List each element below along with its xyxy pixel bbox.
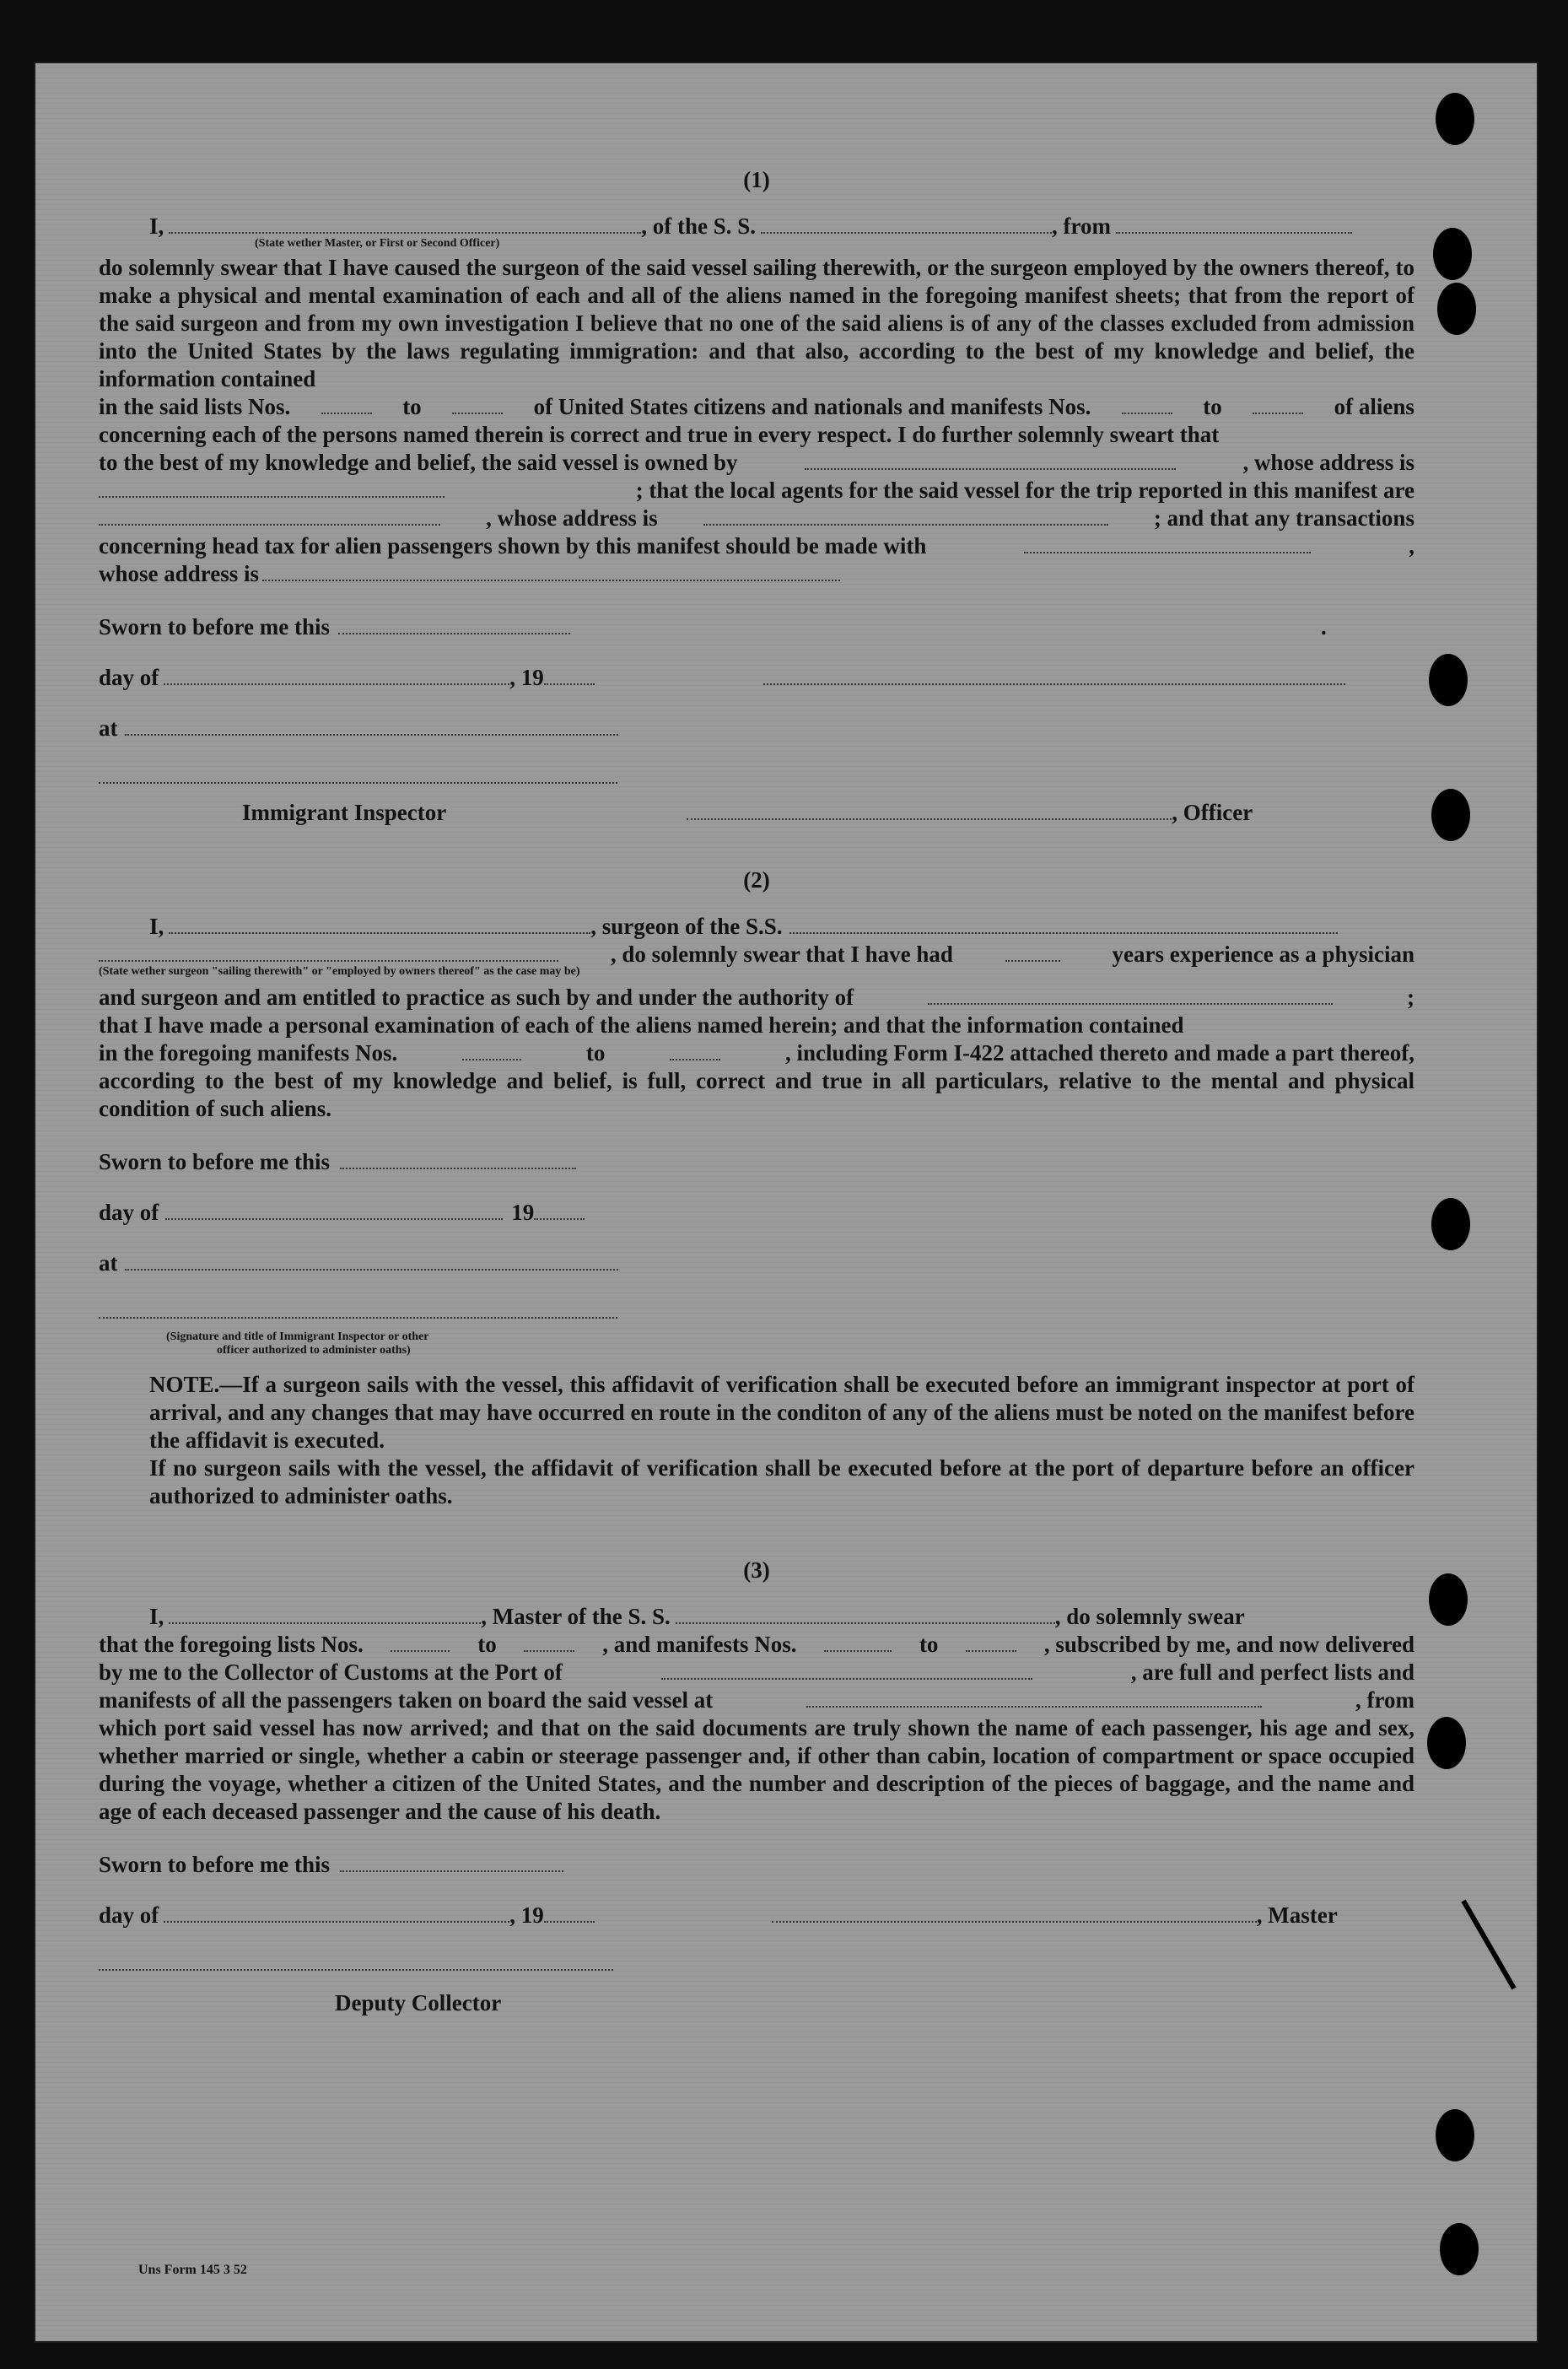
note-2: If no surgeon sails with the vessel, the affidavit of verification shall be executed before at the port of departure before an officer authorized to administer oaths. [149, 1455, 1414, 1508]
sworn-block-2: Sworn to before me this day of 19 at (Signature and title of Immigrant Inspector or other officer authorized to administer oaths) [99, 1148, 1414, 1357]
head-tax-address-line: whose address is [99, 560, 1414, 588]
owner-field[interactable] [805, 451, 1176, 470]
sworn-block-3: Sworn to before me this day of , 19 , Master Deputy Collector [99, 1852, 1338, 2016]
port-field[interactable] [661, 1661, 1032, 1680]
section-number: (2) [743, 867, 770, 893]
form-content [99, 156, 1414, 2023]
oath-text: do solemnly swear that I have caused the surgeon of the said vessel sailing therewith, or the surgeon employed by the owners thereof, to make a physical and mental examination of each and all of the aliens named in the foregoing manifest sheets; that from the report of the said surgeon and from my own investigation I believe that no one of the said aliens is of any of the classes excluded from admission into the United States by the laws regulating immigration: and that also, according to the best of my knowledge and belief, the information contained [99, 255, 1414, 391]
inspector-label: Immigrant Inspector [242, 800, 447, 825]
collector-line: by me to the Collector of Customs at the Port of , are full and perfect lists and [99, 1659, 1414, 1685]
passenger-text: which port said vessel has now arrived; and that on the said documents are truly shown the name of each passenger, his age and sex, whether married or single, whether a cabin or steerage passenger and, if other than cabin, location of compartment or space occupied during the voyage, whether a citizen of the United States, and the number and description of the pieces of baggage, and the name and age of each deceased passenger and the cause of his death. [99, 1715, 1414, 1824]
years-field[interactable] [1005, 943, 1060, 962]
inspector-signature-field[interactable] [99, 765, 617, 784]
punch-hole [1431, 1198, 1470, 1250]
boarding-port-field[interactable] [806, 1689, 1262, 1708]
signature-hint: (Signature and title of Immigrant Inspector or other [166, 1330, 429, 1343]
master-line: I, , Master of the S. S. , do solemnly swear [149, 1604, 1245, 1629]
head-tax-address-field[interactable] [262, 563, 840, 581]
punch-hole [1429, 654, 1468, 706]
punch-hole [1436, 93, 1474, 145]
officer-hint: (State wether Master, or First or Second Officer) [255, 237, 500, 250]
punch-hole [1437, 283, 1476, 335]
sworn-year-field[interactable] [544, 666, 595, 685]
master-vessel-field[interactable] [676, 1605, 1055, 1624]
master-signature-field[interactable] [772, 1904, 1257, 1923]
agents-line: ; that the local agents for the said vessel for the trip reported in this manifest are [99, 477, 1414, 505]
sworn-month-field[interactable] [165, 1201, 503, 1220]
owner-line: to the best of my knowledge and belief, the said vessel is owned by , whose address is [99, 450, 1414, 475]
lists-line: in the said lists Nos. to of United States citizens and nationals and manifests Nos. to of aliens [99, 394, 1414, 419]
surgeon-manifests-to-field[interactable] [670, 1042, 720, 1060]
punch-hole [1440, 2223, 1479, 2275]
sworn-year-field[interactable] [544, 1904, 595, 1923]
collector-label: Deputy Collector [335, 1990, 502, 2016]
officer-title-field[interactable] [687, 801, 1172, 820]
punch-hole [1427, 1717, 1466, 1769]
master-manifests-to-field[interactable] [966, 1633, 1016, 1652]
lists-from-field[interactable] [321, 396, 372, 414]
section-3 [99, 1557, 1414, 2023]
manifest-affidavit-page [35, 63, 1537, 2341]
master-lists-to-field[interactable] [524, 1633, 574, 1652]
exam-text: that I have made a personal examination of each of the aliens named herein; and that the information contained [99, 1012, 1184, 1038]
port-from-field[interactable] [1116, 215, 1352, 234]
examiner-signature-field[interactable] [99, 1300, 617, 1319]
punch-hole [1431, 789, 1470, 841]
master-lists-from-field[interactable] [391, 1633, 450, 1652]
surgeon-type-field[interactable] [99, 943, 558, 962]
section-number: (3) [743, 1557, 770, 1583]
surgeon-manifests-from-field[interactable] [462, 1042, 521, 1060]
section-2 [99, 866, 1414, 1510]
experience-line: , do solemnly swear that I have had years experience as a physician [99, 941, 1414, 969]
section-1 [99, 166, 1414, 833]
officer-name-field[interactable] [169, 215, 641, 234]
agents-address-line: , whose address is ; and that any transactions [99, 505, 1414, 532]
head-tax-line: concerning head tax for alien passengers shown by this manifest should be made with , [99, 533, 1414, 559]
manifests-to-field[interactable] [1253, 396, 1303, 414]
master-manifests-from-field[interactable] [824, 1633, 892, 1652]
head-tax-field[interactable] [1024, 535, 1311, 553]
authority-line: and surgeon and am entitled to practice as such by and under the authority of ; [99, 985, 1414, 1010]
master-lists-line: that the foregoing lists Nos. to , and manifests Nos. to , subscribed by me, and now delivered [99, 1632, 1414, 1657]
surgeon-hint: (State wether surgeon "sailing therewith" or "employed by owners thereof" as the case may be) [99, 965, 580, 978]
authority-field[interactable] [928, 986, 1333, 1005]
officer-signature-field[interactable] [763, 666, 1345, 685]
sworn-place-field[interactable] [125, 717, 618, 736]
boarding-line: manifests of all the passengers taken on board the said vessel at , from [99, 1687, 1414, 1713]
sworn-place-field[interactable] [125, 1252, 618, 1271]
section-number: (1) [743, 167, 770, 192]
sworn-month-field[interactable] [164, 1904, 509, 1923]
exam-text-cont: according to the best of my knowledge and belief, is full, correct and true in all particulars, relative to the mental and physical condition of such aliens. [99, 1068, 1414, 1121]
surgeon-manifests-line: in the foregoing manifests Nos. to , including Form I-422 attached thereto and made a part thereof, [99, 1040, 1414, 1066]
surgeon-vessel-field[interactable] [789, 915, 1338, 934]
collector-signature-field[interactable] [99, 1952, 613, 1971]
signature-hint: officer authorized to administer oaths) [217, 1344, 411, 1357]
sworn-year-field[interactable] [534, 1201, 585, 1220]
sworn-day-field[interactable] [338, 616, 570, 634]
sworn-month-field[interactable] [164, 666, 509, 685]
sworn-block-1: Sworn to before me this . day of , 19 at Immigrant Inspector , Officer [99, 613, 1414, 833]
form-number: Uns Form 145 3 52 [138, 2263, 247, 2277]
master-name-field[interactable] [169, 1605, 481, 1624]
punch-hole [1433, 228, 1472, 280]
oath-text-cont: concerning each of the persons named therein is correct and true in every respect. I do further solemnly sweart that [99, 422, 1220, 447]
punch-hole [1429, 1573, 1468, 1626]
lists-to-field[interactable] [452, 396, 503, 414]
sworn-day-field[interactable] [340, 1854, 563, 1872]
officer-label: , Officer [1172, 800, 1253, 825]
master-label: , Master [1256, 1902, 1338, 1928]
surgeon-name-field[interactable] [169, 915, 590, 934]
surgeon-line: I, , surgeon of the S.S. [99, 913, 1414, 941]
vessel-name-field[interactable] [761, 215, 1052, 234]
agents-address-field[interactable] [703, 507, 1108, 526]
note-1: NOTE.—If a surgeon sails with the vessel, this affidavit of verification shall be executed before an immigrant inspector at port of arrival, and any changes that may have occurred en route in the conditon of any of the aliens must be noted on the manifest before the affidavit is executed. [149, 1372, 1414, 1453]
officer-line: I, , of the S. S. , from [99, 213, 1414, 240]
manifests-from-field[interactable] [1122, 396, 1172, 414]
sworn-day-field[interactable] [340, 1151, 576, 1169]
tear-mark [1461, 1900, 1516, 1990]
punch-hole [1436, 2109, 1474, 2161]
agents-field[interactable] [99, 507, 440, 526]
owner-address-field[interactable] [99, 479, 445, 498]
